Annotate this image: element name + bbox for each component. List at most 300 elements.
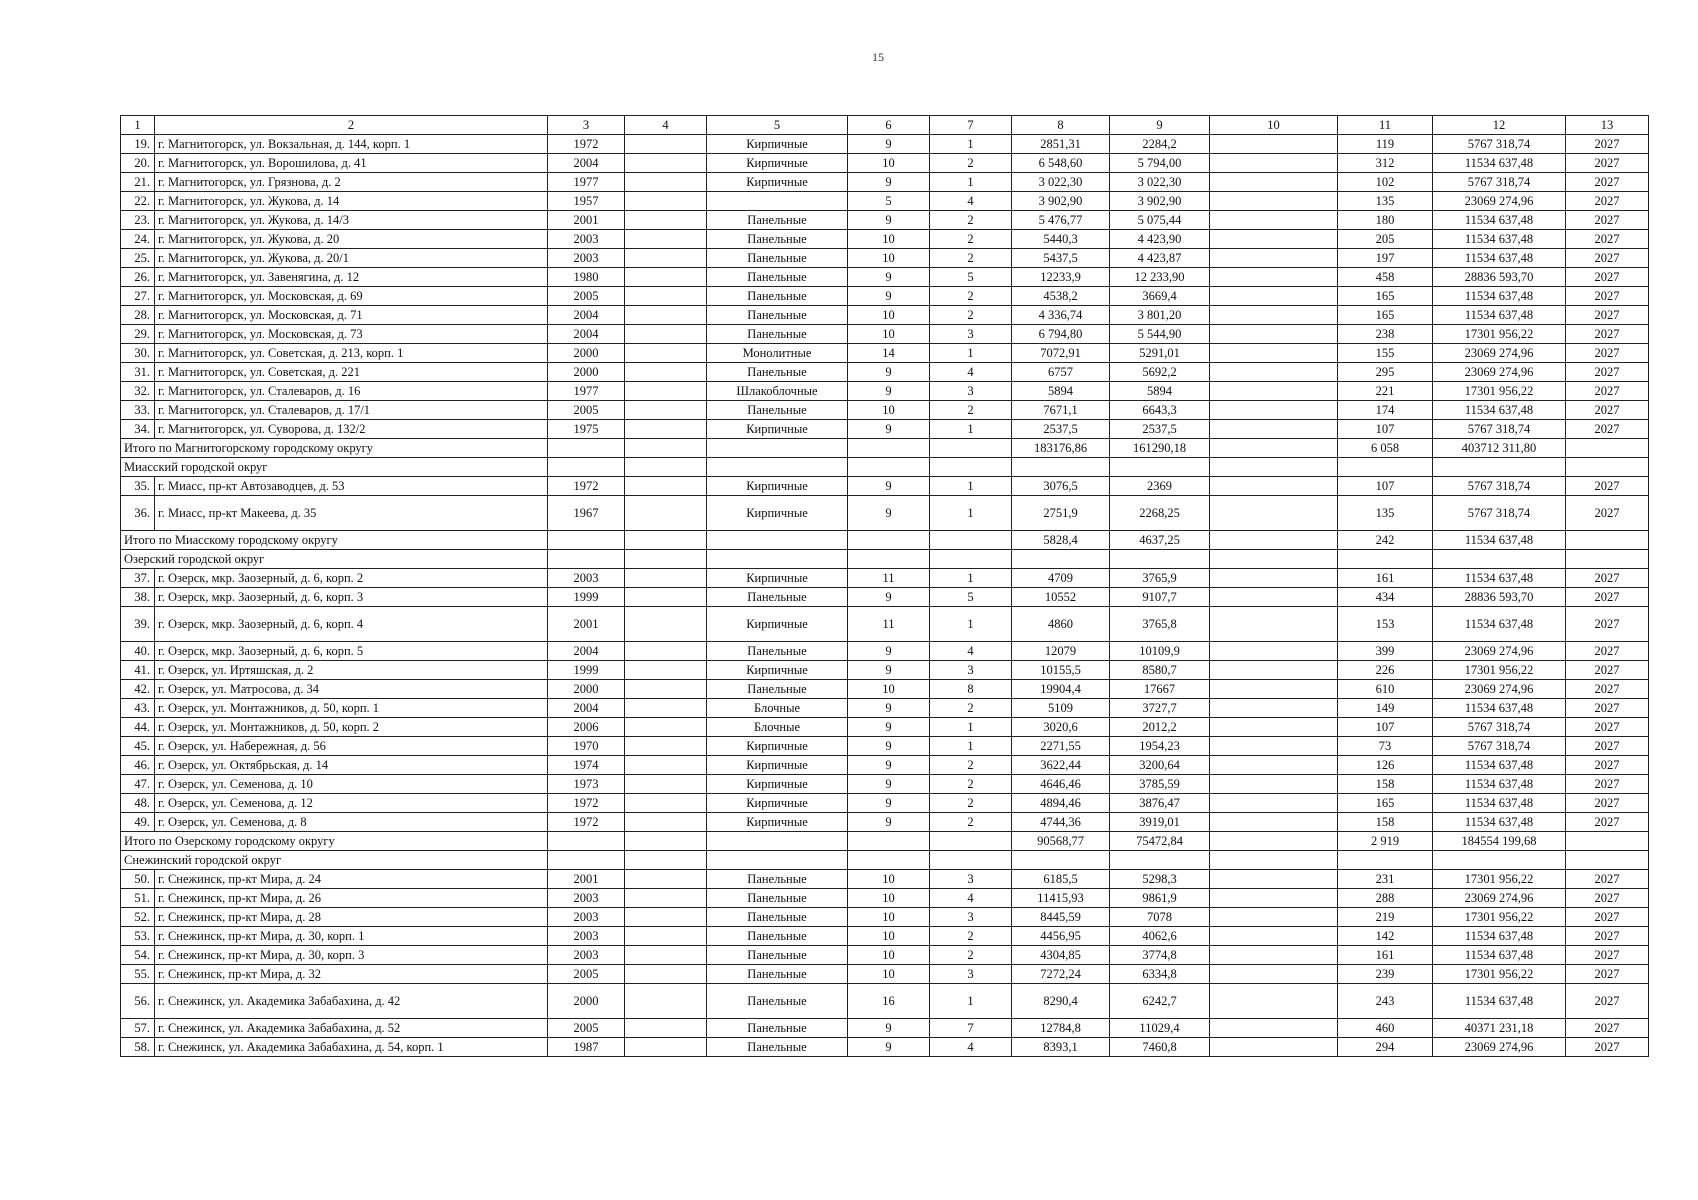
term-cell: 2027 (1566, 1019, 1649, 1038)
address-cell: г. Магнитогорск, ул. Ворошилова, д. 41 (155, 154, 548, 173)
address-cell: г. Озерск, ул. Октябрьская, д. 14 (155, 756, 548, 775)
cost-cell: 40371 231,18 (1433, 1019, 1566, 1038)
table-row (121, 927, 1649, 946)
column-number-cell: 13 (1566, 116, 1649, 135)
floors-cell: 9 (848, 287, 930, 306)
empty-cell (548, 550, 625, 569)
entrances-cell: 2 (930, 306, 1012, 325)
address-cell: г. Магнитогорск, ул. Грязнова, д. 2 (155, 173, 548, 192)
entrances-cell: 3 (930, 325, 1012, 344)
column-4-cell (625, 718, 707, 737)
column-4-cell (625, 211, 707, 230)
entrances-cell: 2 (930, 154, 1012, 173)
area-9-cell: 7078 (1110, 908, 1210, 927)
table-row (121, 401, 1649, 420)
area-8-cell: 2537,5 (1012, 420, 1110, 439)
year-cell: 2006 (548, 718, 625, 737)
area-8-cell: 19904,4 (1012, 680, 1110, 699)
residents-cell: 243 (1338, 984, 1433, 1019)
row-number-cell: 40. (121, 642, 155, 661)
total-cost: 11534 637,48 (1433, 531, 1566, 550)
term-cell: 2027 (1566, 382, 1649, 401)
row-number-cell: 32. (121, 382, 155, 401)
term-cell: 2027 (1566, 192, 1649, 211)
row-number-cell: 52. (121, 908, 155, 927)
entrances-cell: 3 (930, 661, 1012, 680)
cost-cell: 5767 318,74 (1433, 718, 1566, 737)
cost-cell: 5767 318,74 (1433, 496, 1566, 531)
column-4-cell (625, 908, 707, 927)
empty-cell (548, 851, 625, 870)
entrances-cell: 3 (930, 908, 1012, 927)
empty-cell (625, 439, 707, 458)
empty-cell (848, 439, 930, 458)
cost-cell: 23069 274,96 (1433, 889, 1566, 908)
cost-cell: 23069 274,96 (1433, 680, 1566, 699)
row-number-cell: 51. (121, 889, 155, 908)
wall-material-cell: Кирпичные (707, 607, 848, 642)
area-8-cell: 6757 (1012, 363, 1110, 382)
residents-cell: 107 (1338, 718, 1433, 737)
term-cell: 2027 (1566, 813, 1649, 832)
entrances-cell: 7 (930, 1019, 1012, 1038)
year-cell: 1987 (548, 1038, 625, 1057)
area-8-cell: 3020,6 (1012, 718, 1110, 737)
column-10-cell (1210, 984, 1338, 1019)
entrances-cell: 1 (930, 607, 1012, 642)
wall-material-cell: Кирпичные (707, 496, 848, 531)
term-cell: 2027 (1566, 496, 1649, 531)
table-row (121, 775, 1649, 794)
column-4-cell (625, 173, 707, 192)
entrances-cell: 2 (930, 794, 1012, 813)
area-8-cell: 4894,46 (1012, 794, 1110, 813)
entrances-cell: 4 (930, 192, 1012, 211)
term-cell: 2027 (1566, 699, 1649, 718)
term-cell: 2027 (1566, 135, 1649, 154)
entrances-cell: 3 (930, 870, 1012, 889)
total-residents: 6 058 (1338, 439, 1433, 458)
floors-cell: 11 (848, 607, 930, 642)
term-cell: 2027 (1566, 1038, 1649, 1057)
residents-cell: 231 (1338, 870, 1433, 889)
table-row (121, 154, 1649, 173)
term-cell: 2027 (1566, 325, 1649, 344)
empty-cell (930, 458, 1012, 477)
floors-cell: 9 (848, 363, 930, 382)
term-cell: 2027 (1566, 154, 1649, 173)
column-10-cell (1210, 325, 1338, 344)
year-cell: 2005 (548, 401, 625, 420)
term-cell: 2027 (1566, 908, 1649, 927)
empty-cell (707, 458, 848, 477)
cost-cell: 23069 274,96 (1433, 344, 1566, 363)
column-10-cell (1210, 1038, 1338, 1057)
table-row (121, 135, 1649, 154)
year-cell: 1977 (548, 173, 625, 192)
column-10-cell (1210, 173, 1338, 192)
year-cell: 2001 (548, 870, 625, 889)
empty-cell (1566, 439, 1649, 458)
address-cell: г. Снежинск, пр-кт Мира, д. 32 (155, 965, 548, 984)
column-10-cell (1210, 965, 1338, 984)
floors-cell: 9 (848, 642, 930, 661)
area-9-cell: 4 423,90 (1110, 230, 1210, 249)
empty-cell (548, 439, 625, 458)
residents-cell: 238 (1338, 325, 1433, 344)
table-row (121, 477, 1649, 496)
term-cell: 2027 (1566, 344, 1649, 363)
area-8-cell: 11415,93 (1012, 889, 1110, 908)
entrances-cell: 2 (930, 287, 1012, 306)
residents-cell: 161 (1338, 946, 1433, 965)
year-cell: 2003 (548, 249, 625, 268)
floors-cell: 16 (848, 984, 930, 1019)
area-8-cell: 12784,8 (1012, 1019, 1110, 1038)
address-cell: г. Снежинск, пр-кт Мира, д. 24 (155, 870, 548, 889)
cost-cell: 11534 637,48 (1433, 287, 1566, 306)
entrances-cell: 1 (930, 569, 1012, 588)
term-cell: 2027 (1566, 984, 1649, 1019)
entrances-cell: 1 (930, 344, 1012, 363)
column-4-cell (625, 965, 707, 984)
year-cell: 1999 (548, 588, 625, 607)
row-number-cell: 30. (121, 344, 155, 363)
column-10-cell (1210, 420, 1338, 439)
area-8-cell: 4744,36 (1012, 813, 1110, 832)
section-label: Озерский городской округ (121, 550, 548, 569)
residents-cell: 158 (1338, 775, 1433, 794)
residents-cell: 73 (1338, 737, 1433, 756)
column-4-cell (625, 382, 707, 401)
area-8-cell: 8393,1 (1012, 1038, 1110, 1057)
wall-material-cell: Панельные (707, 249, 848, 268)
area-8-cell: 8445,59 (1012, 908, 1110, 927)
cost-cell: 23069 274,96 (1433, 192, 1566, 211)
year-cell: 2003 (548, 230, 625, 249)
wall-material-cell: Панельные (707, 268, 848, 287)
address-cell: г. Магнитогорск, ул. Жукова, д. 14/3 (155, 211, 548, 230)
empty-cell (1210, 550, 1338, 569)
section-label: Снежинский городской округ (121, 851, 548, 870)
year-cell: 1974 (548, 756, 625, 775)
floors-cell: 10 (848, 249, 930, 268)
floors-cell: 9 (848, 661, 930, 680)
entrances-cell: 5 (930, 588, 1012, 607)
column-10-cell (1210, 927, 1338, 946)
table-row (121, 642, 1649, 661)
column-10-cell (1210, 699, 1338, 718)
cost-cell: 11534 637,48 (1433, 306, 1566, 325)
floors-cell: 9 (848, 588, 930, 607)
column-10-cell (1210, 1019, 1338, 1038)
floors-cell: 10 (848, 927, 930, 946)
area-8-cell: 8290,4 (1012, 984, 1110, 1019)
column-10-cell (1210, 588, 1338, 607)
cost-cell: 11534 637,48 (1433, 569, 1566, 588)
address-cell: г. Снежинск, ул. Академика Забабахина, д. 42 (155, 984, 548, 1019)
wall-material-cell: Кирпичные (707, 135, 848, 154)
area-8-cell: 7072,91 (1012, 344, 1110, 363)
total-area-8: 183176,86 (1012, 439, 1110, 458)
term-cell: 2027 (1566, 737, 1649, 756)
area-9-cell: 5298,3 (1110, 870, 1210, 889)
empty-cell (1338, 550, 1433, 569)
wall-material-cell: Панельные (707, 325, 848, 344)
area-9-cell: 1954,23 (1110, 737, 1210, 756)
residents-cell: 312 (1338, 154, 1433, 173)
year-cell: 1972 (548, 477, 625, 496)
housing-table (120, 115, 1649, 1057)
row-number-cell: 41. (121, 661, 155, 680)
empty-cell (1566, 550, 1649, 569)
residents-cell: 126 (1338, 756, 1433, 775)
area-8-cell: 5109 (1012, 699, 1110, 718)
residents-cell: 399 (1338, 642, 1433, 661)
column-4-cell (625, 325, 707, 344)
row-number-cell: 43. (121, 699, 155, 718)
area-9-cell: 3876,47 (1110, 794, 1210, 813)
area-9-cell: 6242,7 (1110, 984, 1210, 1019)
residents-cell: 158 (1338, 813, 1433, 832)
area-8-cell: 12233,9 (1012, 268, 1110, 287)
area-8-cell: 4 336,74 (1012, 306, 1110, 325)
entrances-cell: 1 (930, 496, 1012, 531)
cost-cell: 17301 956,22 (1433, 325, 1566, 344)
column-10-cell (1210, 889, 1338, 908)
residents-cell: 135 (1338, 496, 1433, 531)
wall-material-cell: Панельные (707, 230, 848, 249)
wall-material-cell: Кирпичные (707, 154, 848, 173)
empty-cell (625, 851, 707, 870)
area-8-cell: 2271,55 (1012, 737, 1110, 756)
area-9-cell: 2284,2 (1110, 135, 1210, 154)
residents-cell: 153 (1338, 607, 1433, 642)
section-header-row (121, 458, 1649, 477)
empty-cell (1110, 550, 1210, 569)
table-row (121, 680, 1649, 699)
year-cell: 2005 (548, 1019, 625, 1038)
address-cell: г. Магнитогорск, ул. Завенягина, д. 12 (155, 268, 548, 287)
area-9-cell: 11029,4 (1110, 1019, 1210, 1038)
address-cell: г. Озерск, мкр. Заозерный, д. 6, корп. 2 (155, 569, 548, 588)
term-cell: 2027 (1566, 173, 1649, 192)
address-cell: г. Магнитогорск, ул. Сталеваров, д. 16 (155, 382, 548, 401)
total-area-8: 90568,77 (1012, 832, 1110, 851)
floors-cell: 9 (848, 268, 930, 287)
table-row (121, 249, 1649, 268)
year-cell: 2000 (548, 680, 625, 699)
address-cell: г. Озерск, ул. Семенова, д. 8 (155, 813, 548, 832)
row-number-cell: 22. (121, 192, 155, 211)
term-cell: 2027 (1566, 306, 1649, 325)
row-number-cell: 44. (121, 718, 155, 737)
floors-cell: 5 (848, 192, 930, 211)
empty-cell (625, 531, 707, 550)
address-cell: г. Снежинск, пр-кт Мира, д. 26 (155, 889, 548, 908)
column-4-cell (625, 756, 707, 775)
floors-cell: 10 (848, 908, 930, 927)
cost-cell: 17301 956,22 (1433, 661, 1566, 680)
row-number-cell: 25. (121, 249, 155, 268)
wall-material-cell: Кирпичные (707, 813, 848, 832)
total-label: Итого по Озерскому городскому округу (121, 832, 548, 851)
term-cell: 2027 (1566, 588, 1649, 607)
empty-cell (1210, 439, 1338, 458)
address-cell: г. Миасс, пр-кт Макеева, д. 35 (155, 496, 548, 531)
empty-cell (1210, 531, 1338, 550)
residents-cell: 107 (1338, 477, 1433, 496)
cost-cell: 11534 637,48 (1433, 794, 1566, 813)
area-9-cell: 9861,9 (1110, 889, 1210, 908)
year-cell: 2003 (548, 927, 625, 946)
column-10-cell (1210, 718, 1338, 737)
table-row (121, 230, 1649, 249)
area-8-cell: 4646,46 (1012, 775, 1110, 794)
empty-cell (707, 851, 848, 870)
year-cell: 1977 (548, 382, 625, 401)
address-cell: г. Озерск, ул. Матросова, д. 34 (155, 680, 548, 699)
column-number-cell: 6 (848, 116, 930, 135)
empty-cell (707, 550, 848, 569)
area-9-cell: 3 902,90 (1110, 192, 1210, 211)
wall-material-cell: Панельные (707, 927, 848, 946)
column-4-cell (625, 420, 707, 439)
floors-cell: 10 (848, 870, 930, 889)
column-4-cell (625, 870, 707, 889)
column-number-cell: 1 (121, 116, 155, 135)
area-8-cell: 5437,5 (1012, 249, 1110, 268)
column-4-cell (625, 496, 707, 531)
cost-cell: 11534 637,48 (1433, 756, 1566, 775)
empty-cell (548, 832, 625, 851)
table-row (121, 325, 1649, 344)
area-9-cell: 6334,8 (1110, 965, 1210, 984)
year-cell: 1973 (548, 775, 625, 794)
cost-cell: 11534 637,48 (1433, 607, 1566, 642)
column-number-cell: 10 (1210, 116, 1338, 135)
table-row (121, 173, 1649, 192)
column-4-cell (625, 135, 707, 154)
term-cell: 2027 (1566, 756, 1649, 775)
column-10-cell (1210, 211, 1338, 230)
term-cell: 2027 (1566, 287, 1649, 306)
wall-material-cell: Кирпичные (707, 756, 848, 775)
year-cell: 1980 (548, 268, 625, 287)
area-9-cell: 3200,64 (1110, 756, 1210, 775)
term-cell: 2027 (1566, 363, 1649, 382)
entrances-cell: 2 (930, 249, 1012, 268)
area-9-cell: 3765,8 (1110, 607, 1210, 642)
floors-cell: 9 (848, 718, 930, 737)
year-cell: 2004 (548, 154, 625, 173)
row-number-cell: 26. (121, 268, 155, 287)
address-cell: г. Магнитогорск, ул. Московская, д. 69 (155, 287, 548, 306)
residents-cell: 174 (1338, 401, 1433, 420)
wall-material-cell: Кирпичные (707, 775, 848, 794)
address-cell: г. Магнитогорск, ул. Советская, д. 221 (155, 363, 548, 382)
row-number-cell: 19. (121, 135, 155, 154)
table-row (121, 287, 1649, 306)
table-row (121, 756, 1649, 775)
row-number-cell: 31. (121, 363, 155, 382)
column-number-cell: 11 (1338, 116, 1433, 135)
row-number-cell: 56. (121, 984, 155, 1019)
column-4-cell (625, 699, 707, 718)
table-row (121, 382, 1649, 401)
year-cell: 1999 (548, 661, 625, 680)
entrances-cell: 2 (930, 927, 1012, 946)
row-number-cell: 24. (121, 230, 155, 249)
table-row (121, 699, 1649, 718)
residents-cell: 221 (1338, 382, 1433, 401)
empty-cell (1566, 531, 1649, 550)
wall-material-cell (707, 192, 848, 211)
column-4-cell (625, 607, 707, 642)
column-4-cell (625, 363, 707, 382)
floors-cell: 9 (848, 382, 930, 401)
column-4-cell (625, 737, 707, 756)
wall-material-cell: Панельные (707, 642, 848, 661)
cost-cell: 17301 956,22 (1433, 382, 1566, 401)
residents-cell: 165 (1338, 306, 1433, 325)
entrances-cell: 1 (930, 420, 1012, 439)
column-10-cell (1210, 192, 1338, 211)
row-number-cell: 55. (121, 965, 155, 984)
row-number-cell: 47. (121, 775, 155, 794)
floors-cell: 10 (848, 401, 930, 420)
empty-cell (1433, 550, 1566, 569)
wall-material-cell: Панельные (707, 211, 848, 230)
total-area-9: 4637,25 (1110, 531, 1210, 550)
entrances-cell: 2 (930, 230, 1012, 249)
cost-cell: 17301 956,22 (1433, 908, 1566, 927)
area-9-cell: 7460,8 (1110, 1038, 1210, 1057)
cost-cell: 5767 318,74 (1433, 173, 1566, 192)
year-cell: 2005 (548, 287, 625, 306)
column-10-cell (1210, 661, 1338, 680)
column-4-cell (625, 230, 707, 249)
floors-cell: 10 (848, 230, 930, 249)
empty-cell (1566, 832, 1649, 851)
page-number: 15 (872, 50, 884, 64)
row-number-cell: 49. (121, 813, 155, 832)
wall-material-cell: Панельные (707, 363, 848, 382)
row-number-cell: 42. (121, 680, 155, 699)
entrances-cell: 1 (930, 718, 1012, 737)
row-number-cell: 33. (121, 401, 155, 420)
area-8-cell: 10155,5 (1012, 661, 1110, 680)
column-number-cell: 2 (155, 116, 548, 135)
term-cell: 2027 (1566, 230, 1649, 249)
table-row (121, 420, 1649, 439)
column-4-cell (625, 401, 707, 420)
term-cell: 2027 (1566, 680, 1649, 699)
term-cell: 2027 (1566, 794, 1649, 813)
residents-cell: 460 (1338, 1019, 1433, 1038)
column-10-cell (1210, 908, 1338, 927)
column-10-cell (1210, 401, 1338, 420)
column-4-cell (625, 813, 707, 832)
row-number-cell: 23. (121, 211, 155, 230)
floors-cell: 10 (848, 306, 930, 325)
empty-cell (848, 851, 930, 870)
floors-cell: 9 (848, 756, 930, 775)
empty-cell (1433, 458, 1566, 477)
row-number-cell: 36. (121, 496, 155, 531)
entrances-cell: 4 (930, 363, 1012, 382)
term-cell: 2027 (1566, 775, 1649, 794)
